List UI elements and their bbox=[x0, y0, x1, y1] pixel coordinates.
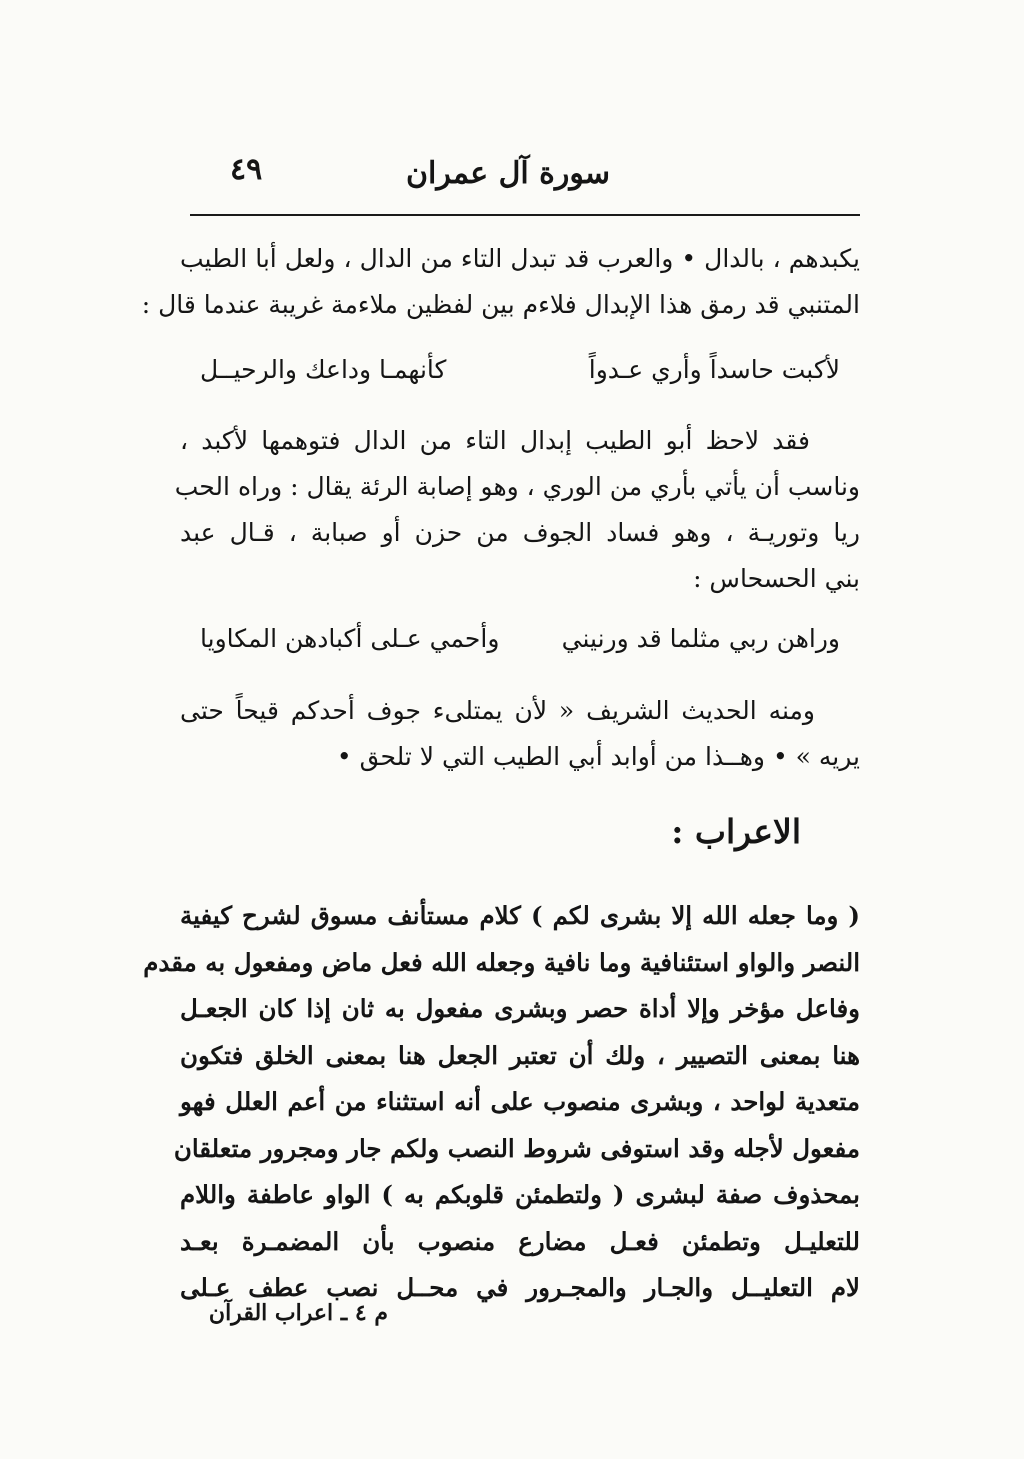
header-rule bbox=[190, 214, 860, 216]
paragraph-3 bbox=[180, 688, 860, 780]
text-line: ( وما جعله الله إلا بشرى لكم ) كلام مستأنف مسوق لشرح كيفية bbox=[180, 901, 860, 930]
text-line: ومنه الحديث الشريف « لأن يمتلىء جوف أحدكم قيحاً حتى bbox=[180, 696, 815, 725]
paragraph-4 bbox=[143, 893, 860, 1312]
text-line: متعدية لواحد ، وبشرى منصوب على أنه استثناء من أعم العلل فهو bbox=[180, 1087, 860, 1116]
text-line: يكبدهم ، بالدال • والعرب قد تبدل التاء من الدال ، ولعل أبا الطيب bbox=[180, 244, 860, 273]
text-line: وفاعل مؤخر وإلا أداة حصر وبشرى مفعول به ثان إذا كان الجعـل bbox=[180, 994, 860, 1023]
page-header bbox=[190, 148, 860, 198]
verse-second-hemistich: وأحمي عـلى أكبادهن المكاويا bbox=[200, 624, 500, 653]
paragraph-1 bbox=[141, 236, 860, 328]
text-line: بني الحسحاس : bbox=[693, 564, 860, 593]
text-line: وناسب أن يأتي بأري من الوري ، وهو إصابة الرئة يقال : وراه الحب bbox=[174, 472, 860, 501]
text-line: بمحذوف صفة لبشرى ( ولتطمئن قلوبكم به ) الواو عاطفة واللام bbox=[180, 1180, 860, 1209]
text-line: يريه » • وهــذا من أوابد أبي الطيب التي لا تلحق • bbox=[336, 742, 860, 771]
text-line: المتنبي قد رمق هذا الإبدال فلاءم بين لفظين ملاءمة غريبة عندما قال : bbox=[141, 290, 860, 319]
paragraph-2 bbox=[174, 418, 860, 602]
page-footer: م ٤ ـ اعراب القرآن bbox=[208, 1300, 388, 1326]
text-line: النصر والواو استئنافية وما نافية وجعله الله فعل ماض ومفعول به مقدم bbox=[143, 947, 860, 977]
verse-second-hemistich: كأنهمـا وداعك والرحيــل bbox=[200, 355, 447, 384]
text-line: فقد لاحظ أبو الطيب إبدال التاء من الدال فتوهمها لأكبد ، bbox=[180, 426, 810, 455]
verse-first-hemistich: لأكبت حاسداً وأري عـدواً bbox=[588, 355, 840, 384]
text-line: مفعول لأجله وقد استوفى شروط النصب ولكم جار ومجرور متعلقان bbox=[173, 1133, 860, 1163]
page-number: ٤٩ bbox=[230, 152, 263, 187]
verse-2 bbox=[200, 614, 840, 664]
verse-first-hemistich: وراهن ربي مثلما قد ورنيني bbox=[561, 624, 840, 653]
text-line: هنا بمعنى التصيير ، ولك أن تعتبر الجعل هنا بمعنى الخلق فتكون bbox=[180, 1040, 860, 1070]
text-line: للتعليـل وتطمئن فعـل مضارع منصوب بأن المضمـرة بعـد bbox=[180, 1226, 860, 1256]
text-line: ريا وتوريـة ، وهو فساد الجوف من حزن أو صبابة ، قـال عبد bbox=[180, 518, 860, 547]
chapter-title: سورة آل عمران bbox=[405, 156, 610, 191]
text-line: لام التعليــل والجـار والمجـرور في محــل نصب عطف عـلى bbox=[180, 1273, 860, 1302]
verse-1 bbox=[200, 345, 840, 395]
section-heading: الاعراب : bbox=[671, 812, 801, 851]
